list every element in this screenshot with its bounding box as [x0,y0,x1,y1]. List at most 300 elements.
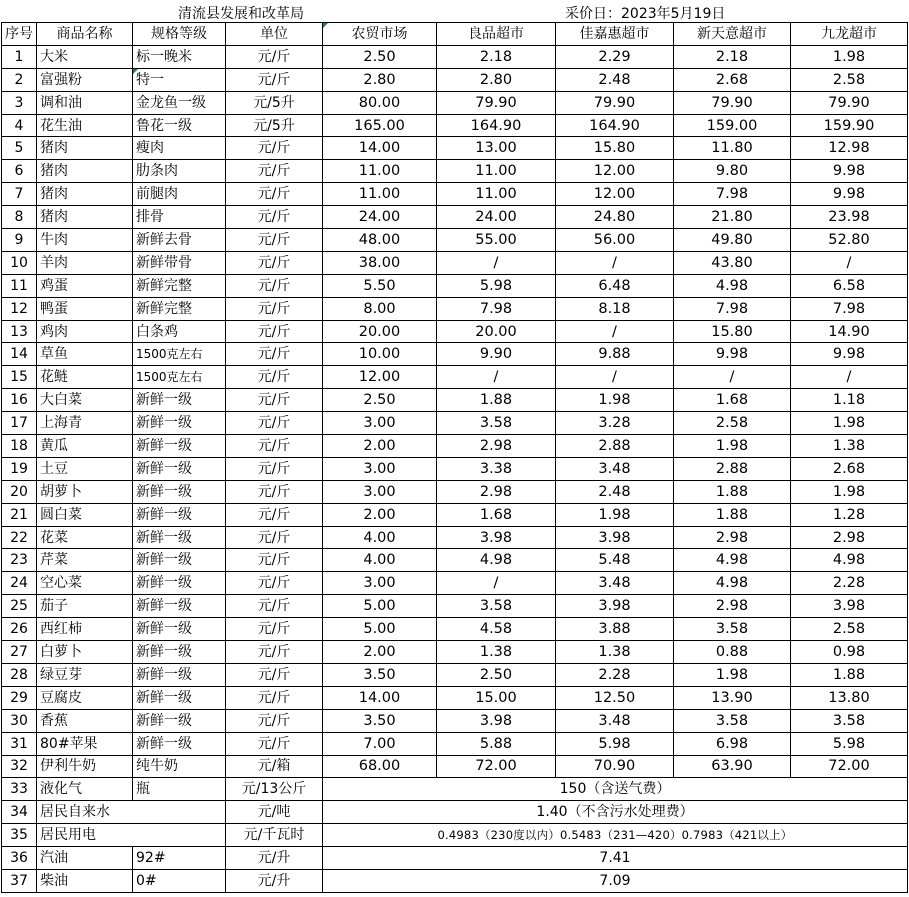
price-xintianyi: 9.80 [674,160,791,183]
product-spec: 标一晚米 [133,45,226,68]
product-spec: 0# [133,869,226,892]
price-market: 10.00 [323,343,437,366]
product-spec: 新鲜一级 [133,641,226,664]
product-spec: 金龙鱼一级 [133,91,226,114]
row-number: 6 [2,160,37,183]
price-jiulong: 2.28 [791,572,908,595]
row-number: 35 [2,824,37,847]
row-number: 4 [2,114,37,137]
price-liangpin: 3.58 [437,412,556,435]
table-row [2,480,908,503]
price-xintianyi: 0.88 [674,641,791,664]
table-row [2,526,908,549]
table-row [2,686,908,709]
unit: 元/斤 [226,686,323,709]
price-jiulong: 2.58 [791,618,908,641]
price-liangpin: 3.98 [437,709,556,732]
product-spec: 新鲜一级 [133,709,226,732]
price-jiulong: 1.98 [791,45,908,68]
unit: 元/斤 [226,206,323,229]
price-liangpin: 2.50 [437,663,556,686]
price-xintianyi: 63.90 [674,755,791,778]
price-jiulong: 2.98 [791,526,908,549]
row-number: 19 [2,457,37,480]
row-number: 3 [2,91,37,114]
price-market: 3.00 [323,480,437,503]
merged-price-value: 0.4983（230度以内）0.5483（231—420）0.7983（421以上） [323,824,908,847]
price-xintianyi: 7.98 [674,183,791,206]
product-spec: 新鲜一级 [133,503,226,526]
price-jiulong: 1.88 [791,663,908,686]
product-name: 草鱼 [37,343,133,366]
price-liangpin: 11.00 [437,183,556,206]
table-row [2,709,908,732]
price-jiajiahui: 6.48 [556,274,674,297]
product-name: 80#苹果 [37,732,133,755]
header-row [2,23,908,46]
price-jiajiahui: / [556,251,674,274]
table-row [2,457,908,480]
price-market: 2.50 [323,389,437,412]
price-jiulong: 1.98 [791,480,908,503]
table-row [2,618,908,641]
price-market: 11.00 [323,160,437,183]
unit: 元/吨 [226,801,323,824]
price-liangpin: / [437,251,556,274]
price-market: 2.00 [323,435,437,458]
price-jiajiahui: 79.90 [556,91,674,114]
price-jiulong: 9.98 [791,183,908,206]
price-jiulong: 9.98 [791,343,908,366]
price-liangpin: 2.98 [437,435,556,458]
table-row [2,778,908,801]
unit: 元/5升 [226,114,323,137]
price-market: 24.00 [323,206,437,229]
price-xintianyi: 49.80 [674,229,791,252]
price-jiajiahui: 15.80 [556,137,674,160]
price-market: 5.50 [323,274,437,297]
price-liangpin: 11.00 [437,160,556,183]
table-row [2,755,908,778]
merged-price-value: 7.41 [323,847,908,870]
col-header-name: 商品名称 [37,23,133,46]
unit: 元/千瓦时 [226,824,323,847]
price-jiulong: 4.98 [791,549,908,572]
price-jiajiahui: 2.29 [556,45,674,68]
product-name: 空心菜 [37,572,133,595]
price-market: 4.00 [323,549,437,572]
unit: 元/斤 [226,45,323,68]
price-market: 3.00 [323,572,437,595]
table-row [2,641,908,664]
product-spec: 新鲜一级 [133,526,226,549]
price-market: 14.00 [323,686,437,709]
price-jiulong: / [791,366,908,389]
price-xintianyi: 4.98 [674,274,791,297]
row-number: 25 [2,595,37,618]
product-name: 猪肉 [37,137,133,160]
price-jiulong: 2.68 [791,457,908,480]
unit: 元/斤 [226,274,323,297]
unit: 元/斤 [226,526,323,549]
price-xintianyi: 3.58 [674,709,791,732]
price-xintianyi: 1.98 [674,435,791,458]
price-jiajiahui: 3.48 [556,572,674,595]
price-liangpin: 2.98 [437,480,556,503]
row-number: 22 [2,526,37,549]
unit: 元/斤 [226,618,323,641]
price-jiulong: 5.98 [791,732,908,755]
price-market: 3.00 [323,457,437,480]
product-name: 鸡蛋 [37,274,133,297]
row-number: 26 [2,618,37,641]
price-jiulong: 3.58 [791,709,908,732]
table-row [2,435,908,458]
table-row [2,297,908,320]
price-liangpin: 20.00 [437,320,556,343]
price-market: 2.80 [323,68,437,91]
product-name: 伊利牛奶 [37,755,133,778]
price-jiajiahui: 12.00 [556,160,674,183]
price-market: 5.00 [323,595,437,618]
price-jiulong: 7.98 [791,297,908,320]
table-row [2,68,908,91]
unit: 元/斤 [226,412,323,435]
price-jiajiahui: 3.98 [556,595,674,618]
row-number: 28 [2,663,37,686]
product-spec: 新鲜完整 [133,274,226,297]
row-number: 16 [2,389,37,412]
table-row [2,137,908,160]
product-spec: 纯牛奶 [133,755,226,778]
price-jiajiahui: 56.00 [556,229,674,252]
unit: 元/斤 [226,251,323,274]
col-header-jiulong: 九龙超市 [791,23,908,46]
price-jiulong: 1.38 [791,435,908,458]
product-spec: 鲁花一级 [133,114,226,137]
price-liangpin: 3.58 [437,595,556,618]
price-market: 5.00 [323,618,437,641]
price-market: 4.00 [323,526,437,549]
col-header-jiajiahui: 佳嘉惠超市 [556,23,674,46]
price-jiajiahui: 9.88 [556,343,674,366]
price-market: 80.00 [323,91,437,114]
price-liangpin: 3.38 [437,457,556,480]
price-market: 3.50 [323,663,437,686]
unit: 元/斤 [226,320,323,343]
table-row [2,869,908,892]
table-row [2,389,908,412]
unit: 元/升 [226,869,323,892]
col-header-xintianyi: 新天意超市 [674,23,791,46]
product-spec: 新鲜一级 [133,686,226,709]
row-number: 2 [2,68,37,91]
product-spec: 前腿肉 [133,183,226,206]
table-row [2,732,908,755]
col-header-spec: 规格等级 [133,23,226,46]
price-xintianyi: 43.80 [674,251,791,274]
price-xintianyi: 2.88 [674,457,791,480]
table-row [2,503,908,526]
row-number: 30 [2,709,37,732]
price-xintianyi: 159.00 [674,114,791,137]
col-header-liangpin: 良品超市 [437,23,556,46]
product-spec: 排骨 [133,206,226,229]
price-market: 8.00 [323,297,437,320]
price-liangpin: / [437,572,556,595]
price-jiajiahui: 3.48 [556,457,674,480]
price-liangpin: 5.88 [437,732,556,755]
product-spec: 特一 [133,68,226,91]
price-jiulong: 9.98 [791,160,908,183]
product-name: 花鲢 [37,366,133,389]
table-row [2,801,908,824]
price-jiajiahui: / [556,366,674,389]
survey-date: 采价日：2023年5月19日 [565,6,726,22]
price-liangpin: / [437,366,556,389]
product-name: 上海青 [37,412,133,435]
price-market: 20.00 [323,320,437,343]
row-number: 8 [2,206,37,229]
price-xintianyi: 4.98 [674,549,791,572]
product-name: 圆白菜 [37,503,133,526]
price-xintianyi: 2.98 [674,526,791,549]
price-jiulong: 2.58 [791,68,908,91]
row-number: 21 [2,503,37,526]
table-row [2,45,908,68]
product-name: 花菜 [37,526,133,549]
price-market: 68.00 [323,755,437,778]
unit: 元/斤 [226,572,323,595]
price-liangpin: 1.38 [437,641,556,664]
price-liangpin: 9.90 [437,343,556,366]
price-jiajiahui: 5.48 [556,549,674,572]
price-market: 11.00 [323,183,437,206]
price-xintianyi: 6.98 [674,732,791,755]
table-row [2,160,908,183]
price-jiulong: 159.90 [791,114,908,137]
price-liangpin: 5.98 [437,274,556,297]
table-row [2,206,908,229]
unit: 元/斤 [226,343,323,366]
price-jiajiahui: 1.98 [556,389,674,412]
unit: 元/斤 [226,663,323,686]
product-spec: 瓶 [133,778,226,801]
price-liangpin: 72.00 [437,755,556,778]
price-market: 2.00 [323,503,437,526]
price-xintianyi: 79.90 [674,91,791,114]
unit: 元/升 [226,847,323,870]
product-name: 花生油 [37,114,133,137]
product-name: 鸡肉 [37,320,133,343]
price-jiajiahui: 70.90 [556,755,674,778]
row-number: 37 [2,869,37,892]
product-spec: 瘦肉 [133,137,226,160]
price-jiajiahui: 2.28 [556,663,674,686]
unit: 元/斤 [226,366,323,389]
price-jiulong: 0.98 [791,641,908,664]
product-spec: 新鲜一级 [133,618,226,641]
price-jiajiahui: 3.98 [556,526,674,549]
price-xintianyi: 13.90 [674,686,791,709]
row-number: 20 [2,480,37,503]
product-spec: 新鲜完整 [133,297,226,320]
price-xintianyi: 2.68 [674,68,791,91]
product-spec: 新鲜一级 [133,663,226,686]
price-jiajiahui: 2.48 [556,480,674,503]
table-row [2,549,908,572]
product-name: 大米 [37,45,133,68]
product-spec: 新鲜一级 [133,435,226,458]
product-spec: 新鲜带骨 [133,251,226,274]
price-jiajiahui: 2.48 [556,68,674,91]
product-name: 芹菜 [37,549,133,572]
table-row [2,343,908,366]
product-spec: 1500克左右 [133,366,226,389]
price-jiulong: 3.98 [791,595,908,618]
price-jiajiahui: 1.98 [556,503,674,526]
unit: 元/斤 [226,183,323,206]
product-spec: 新鲜一级 [133,480,226,503]
table-row [2,114,908,137]
price-jiulong: 1.28 [791,503,908,526]
table-row [2,663,908,686]
price-jiulong: 23.98 [791,206,908,229]
price-xintianyi: 15.80 [674,320,791,343]
table-row [2,183,908,206]
price-jiajiahui: 24.80 [556,206,674,229]
price-xintianyi: / [674,366,791,389]
product-spec: 新鲜一级 [133,549,226,572]
price-liangpin: 13.00 [437,137,556,160]
price-xintianyi: 9.98 [674,343,791,366]
price-jiulong: 72.00 [791,755,908,778]
price-table [1,22,908,893]
price-liangpin: 1.88 [437,389,556,412]
product-spec: 新鲜一级 [133,572,226,595]
product-name: 猪肉 [37,206,133,229]
price-liangpin: 1.68 [437,503,556,526]
product-spec: 新鲜一级 [133,732,226,755]
product-name: 液化气 [37,778,133,801]
price-market: 14.00 [323,137,437,160]
price-jiajiahui: 3.48 [556,709,674,732]
unit: 元/斤 [226,595,323,618]
product-name: 汽油 [37,847,133,870]
price-xintianyi: 1.68 [674,389,791,412]
product-name: 白萝卜 [37,641,133,664]
product-name: 西红柿 [37,618,133,641]
product-name: 鸭蛋 [37,297,133,320]
price-liangpin: 164.90 [437,114,556,137]
table-row [2,595,908,618]
table-row [2,572,908,595]
table-body [2,23,908,893]
row-number: 12 [2,297,37,320]
price-xintianyi: 3.58 [674,618,791,641]
row-number: 32 [2,755,37,778]
row-number: 27 [2,641,37,664]
product-spec: 新鲜一级 [133,412,226,435]
price-jiulong: 12.98 [791,137,908,160]
unit: 元/斤 [226,641,323,664]
price-market: 2.00 [323,641,437,664]
merged-price-value: 150（含送气费） [323,778,908,801]
price-xintianyi: 1.98 [674,663,791,686]
price-jiulong: 13.80 [791,686,908,709]
unit: 元/斤 [226,229,323,252]
product-name: 羊肉 [37,251,133,274]
price-market: 7.00 [323,732,437,755]
price-liangpin: 7.98 [437,297,556,320]
row-number: 18 [2,435,37,458]
product-name: 富强粉 [37,68,133,91]
product-name: 香蕉 [37,709,133,732]
price-jiajiahui: 12.00 [556,183,674,206]
product-spec: 新鲜一级 [133,389,226,412]
product-name: 绿豆芽 [37,663,133,686]
row-number: 11 [2,274,37,297]
price-jiulong: 6.58 [791,274,908,297]
row-number: 15 [2,366,37,389]
row-number: 5 [2,137,37,160]
row-number: 1 [2,45,37,68]
unit: 元/斤 [226,709,323,732]
price-liangpin: 55.00 [437,229,556,252]
row-number: 34 [2,801,37,824]
agency-title: 清流县发展和改革局 [178,6,304,22]
price-jiulong: 79.90 [791,91,908,114]
row-number: 17 [2,412,37,435]
price-liangpin: 4.58 [437,618,556,641]
unit: 元/13公斤 [226,778,323,801]
price-jiajiahui: / [556,320,674,343]
row-number: 13 [2,320,37,343]
price-jiulong: 1.98 [791,412,908,435]
product-name: 调和油 [37,91,133,114]
unit: 元/斤 [226,160,323,183]
unit: 元/斤 [226,137,323,160]
price-market: 3.00 [323,412,437,435]
price-xintianyi: 7.98 [674,297,791,320]
merged-price-value: 7.09 [323,869,908,892]
product-spec: 肋条肉 [133,160,226,183]
unit: 元/斤 [226,389,323,412]
product-name: 居民自来水 [37,801,226,824]
table-row [2,91,908,114]
product-name: 黄瓜 [37,435,133,458]
table-row [2,320,908,343]
unit: 元/箱 [226,755,323,778]
row-number: 36 [2,847,37,870]
price-market: 3.50 [323,709,437,732]
price-jiulong: / [791,251,908,274]
product-name: 猪肉 [37,183,133,206]
unit: 元/斤 [226,480,323,503]
table-row [2,274,908,297]
price-liangpin: 24.00 [437,206,556,229]
product-name: 牛肉 [37,229,133,252]
product-name: 居民用电 [37,824,226,847]
table-row [2,847,908,870]
product-spec: 1500克左右 [133,343,226,366]
price-liangpin: 15.00 [437,686,556,709]
price-jiajiahui: 1.38 [556,641,674,664]
price-xintianyi: 2.98 [674,595,791,618]
product-name: 柴油 [37,869,133,892]
price-market: 38.00 [323,251,437,274]
price-market: 12.00 [323,366,437,389]
